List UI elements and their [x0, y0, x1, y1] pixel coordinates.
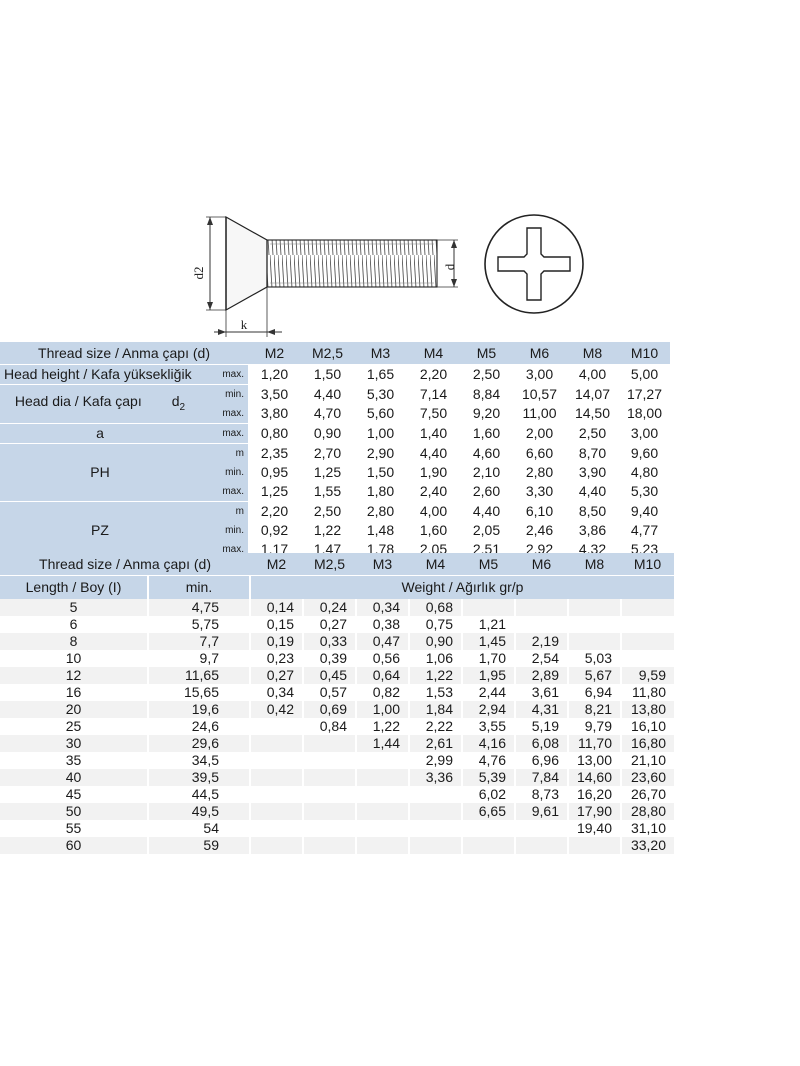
weight-cell: 26,70	[621, 786, 674, 803]
weight-cell	[621, 633, 674, 650]
qualifier: max.	[200, 540, 248, 559]
weight-cell	[621, 599, 674, 616]
weight-cell: 16,80	[621, 735, 674, 752]
weight-cell: 0,45	[303, 667, 356, 684]
value-cell: 1,80	[354, 482, 407, 502]
value-cell: 2,50	[566, 424, 619, 444]
size-header: M3	[354, 342, 407, 365]
head-dia-min-row	[0, 385, 670, 405]
min-length-cell: 54	[148, 820, 250, 837]
size-header: M3	[356, 553, 409, 576]
min-length-cell: 7,7	[148, 633, 250, 650]
value-cell: 1,22	[313, 522, 342, 538]
weight-cell: 11,70	[568, 735, 621, 752]
value-cell: 2,40	[407, 482, 460, 502]
a-label: a	[0, 424, 200, 444]
weight-cell: 8,21	[568, 701, 621, 718]
weight-cell: 1,95	[462, 667, 515, 684]
weight-cell: 0,42	[250, 701, 303, 718]
weight-cell	[303, 786, 356, 803]
qualifier: min.	[200, 385, 248, 405]
value-cell: 2,05	[419, 541, 448, 557]
weight-cell: 6,65	[462, 803, 515, 820]
value-cell: 1,90	[419, 464, 448, 480]
k-symbol: k	[184, 366, 192, 382]
size-header: M4	[409, 553, 462, 576]
weight-cell: 0,64	[356, 667, 409, 684]
value-cell: 1,50	[366, 464, 395, 480]
weight-cell: 4,16	[462, 735, 515, 752]
value-cell: 5,60	[354, 404, 407, 424]
value-cell: 7,14	[419, 386, 448, 402]
pz-m-row	[0, 502, 670, 522]
thread-size-label: Thread size / Anma çapı (d)	[0, 553, 250, 576]
length-cell: 35	[65, 752, 82, 768]
weight-cell: 0,57	[303, 684, 356, 701]
weight-cell: 2,94	[462, 701, 515, 718]
weight-cell: 0,39	[303, 650, 356, 667]
value-cell: 3,00	[513, 365, 566, 385]
value-cell: 3,50	[260, 386, 289, 402]
table-row	[0, 837, 674, 854]
weight-cell	[356, 820, 409, 837]
weight-cell: 5,67	[568, 667, 621, 684]
value-cell: 4,40	[419, 445, 448, 461]
table-row	[0, 701, 674, 718]
value-cell: 1,65	[354, 365, 407, 385]
d-label: d	[442, 263, 457, 271]
qualifier: min.	[200, 521, 248, 540]
value-cell: 14,07	[574, 386, 611, 402]
size-header: M2,5	[303, 553, 356, 576]
value-cell: 0,95	[260, 464, 289, 480]
value-cell: 2,10	[472, 464, 501, 480]
weight-cell	[409, 820, 462, 837]
value-cell: 1,20	[248, 365, 301, 385]
qualifier: max.	[200, 424, 248, 444]
qualifier: max.	[200, 365, 248, 385]
weight-cell	[515, 599, 568, 616]
weight-cell: 0,38	[356, 616, 409, 633]
size-header: M8	[568, 553, 621, 576]
weight-cell	[409, 803, 462, 820]
weight-cell: 0,34	[356, 599, 409, 616]
min-length-cell: 39,5	[148, 769, 250, 786]
weight-cell: 23,60	[621, 769, 674, 786]
weight-cell: 1,44	[356, 735, 409, 752]
value-cell: 4,00	[566, 365, 619, 385]
weight-cell: 3,36	[409, 769, 462, 786]
weight-cell	[621, 616, 674, 633]
weight-cell	[303, 803, 356, 820]
weight-cell: 1,22	[409, 667, 462, 684]
size-header: M2	[248, 342, 301, 365]
value-cell: 2,80	[525, 464, 554, 480]
value-cell: 2,46	[525, 522, 554, 538]
weight-cell	[250, 803, 303, 820]
weight-cell: 11,80	[621, 684, 674, 701]
value-cell: 18,00	[619, 404, 670, 424]
ph-label: PH	[0, 444, 200, 502]
weight-cell	[409, 786, 462, 803]
table-row	[0, 820, 674, 837]
weight-cell	[409, 837, 462, 854]
weight-cell	[303, 769, 356, 786]
min-length-cell: 19,6	[148, 701, 250, 718]
value-cell: 9,20	[460, 404, 513, 424]
length-cell: 6	[69, 616, 78, 632]
thread-size-label: Thread size / Anma çapı (d)	[0, 342, 248, 365]
weight-cell: 8,73	[515, 786, 568, 803]
pz-label: PZ	[0, 502, 200, 560]
table-row	[0, 599, 674, 616]
size-header: M6	[515, 553, 568, 576]
weight-label: Weight / Ağırlık gr/p	[250, 576, 674, 600]
length-cell: 5	[0, 599, 148, 616]
qualifier: max.	[200, 482, 248, 502]
weight-cell	[621, 650, 674, 667]
value-cell: 2,00	[513, 424, 566, 444]
value-cell: 9,60	[630, 445, 659, 461]
a-row	[0, 424, 670, 444]
weight-cell: 0,84	[303, 718, 356, 735]
weight-cell: 0,69	[303, 701, 356, 718]
weight-cell: 9,79	[568, 718, 621, 735]
weight-cell: 16,20	[568, 786, 621, 803]
length-cell: 16	[65, 684, 82, 700]
size-header: M8	[566, 342, 619, 365]
table-row	[0, 718, 674, 735]
weight-cell: 0,19	[250, 633, 303, 650]
weight-cell	[515, 820, 568, 837]
length-cell: 30	[0, 735, 148, 752]
weight-cell: 2,44	[462, 684, 515, 701]
weight-cell: 0,82	[356, 684, 409, 701]
weight-cell	[250, 820, 303, 837]
value-cell: 1,40	[407, 424, 460, 444]
weight-cell: 14,60	[568, 769, 621, 786]
weight-cell: 9,61	[515, 803, 568, 820]
weight-cell	[356, 803, 409, 820]
size-header: M10	[621, 553, 674, 576]
weight-cell	[568, 599, 621, 616]
weight-cell: 2,61	[409, 735, 462, 752]
min-length-cell: 5,75	[148, 616, 250, 633]
weight-cell: 3,55	[462, 718, 515, 735]
qualifier: max.	[200, 404, 248, 424]
ph-m-row	[0, 444, 670, 464]
weight-cell	[515, 837, 568, 854]
weight-cell: 2,19	[515, 633, 568, 650]
table-row	[0, 616, 674, 633]
value-cell: 4,70	[301, 404, 354, 424]
value-cell: 1,48	[366, 522, 395, 538]
value-cell: 4,40	[566, 482, 619, 502]
value-cell: 1,50	[301, 365, 354, 385]
length-cell: 55	[65, 820, 82, 836]
weight-cell: 9,59	[621, 667, 674, 684]
weight-cell: 2,22	[409, 718, 462, 735]
length-cell: 45	[65, 786, 82, 802]
weight-cell: 5,39	[462, 769, 515, 786]
value-cell: 8,50	[578, 503, 607, 519]
min-length-cell: 24,6	[148, 718, 250, 735]
weight-cell	[303, 735, 356, 752]
value-cell: 4,80	[630, 464, 659, 480]
value-cell: 7,50	[407, 404, 460, 424]
weight-cell: 0,15	[250, 616, 303, 633]
size-header: M2	[250, 553, 303, 576]
qualifier: m	[200, 444, 248, 464]
value-cell: 1,47	[313, 541, 342, 557]
length-cell: 20	[0, 701, 148, 718]
size-header: M10	[619, 342, 670, 365]
value-cell: 2,05	[472, 522, 501, 538]
table-row	[0, 667, 674, 684]
length-cell: 12	[0, 667, 148, 684]
weight-cell: 0,90	[409, 633, 462, 650]
weight-cell: 0,75	[409, 616, 462, 633]
value-cell: 2,35	[260, 445, 289, 461]
k-label: k	[240, 317, 248, 332]
weight-cell: 2,99	[409, 752, 462, 769]
weight-cell: 6,96	[515, 752, 568, 769]
length-cell: 50	[0, 803, 148, 820]
weight-cell	[356, 786, 409, 803]
weight-cell: 1,70	[462, 650, 515, 667]
weight-cell	[462, 599, 515, 616]
weight-cell: 19,40	[568, 820, 621, 837]
weight-cell: 1,00	[356, 701, 409, 718]
table-row	[0, 684, 674, 701]
value-cell: 0,80	[248, 424, 301, 444]
weight-cell	[250, 769, 303, 786]
weights-table	[0, 553, 674, 854]
value-cell: 4,60	[472, 445, 501, 461]
weight-cell	[356, 752, 409, 769]
size-header: M5	[462, 553, 515, 576]
screw-side-view-drawing	[190, 205, 490, 340]
value-cell: 1,00	[354, 424, 407, 444]
value-cell: 5,00	[619, 365, 670, 385]
value-cell: 3,80	[248, 404, 301, 424]
value-cell: 2,92	[525, 541, 554, 557]
d2-label: d2	[191, 266, 206, 280]
value-cell: 2,20	[260, 503, 289, 519]
value-cell: 6,10	[525, 503, 554, 519]
weight-cell: 0,68	[409, 599, 462, 616]
value-cell: 2,60	[460, 482, 513, 502]
weight-cell: 1,84	[409, 701, 462, 718]
length-cell: 8	[0, 633, 148, 650]
min-length-cell: 34,5	[148, 752, 250, 769]
weight-cell	[250, 752, 303, 769]
value-cell: 8,84	[472, 386, 501, 402]
weight-cell: 33,20	[621, 837, 674, 854]
value-cell: 1,25	[313, 464, 342, 480]
weight-cell: 16,10	[621, 718, 674, 735]
table-row	[0, 769, 674, 786]
phillips-head-top-view	[482, 212, 586, 316]
weight-cell: 0,14	[250, 599, 303, 616]
size-header: M5	[460, 342, 513, 365]
weight-cell	[303, 837, 356, 854]
weight-cell: 0,56	[356, 650, 409, 667]
table-row	[0, 752, 674, 769]
value-cell: 0,90	[301, 424, 354, 444]
value-cell: 3,86	[578, 522, 607, 538]
size-header: M6	[513, 342, 566, 365]
weight-cell	[515, 616, 568, 633]
weight-cell	[462, 820, 515, 837]
weight-cell: 1,22	[356, 718, 409, 735]
value-cell: 4,40	[472, 503, 501, 519]
value-cell: 14,50	[566, 404, 619, 424]
weights-body	[0, 599, 674, 854]
value-cell: 4,77	[630, 522, 659, 538]
min-length-cell: 29,6	[148, 735, 250, 752]
weight-cell: 2,54	[515, 650, 568, 667]
weight-cell: 2,89	[515, 667, 568, 684]
weight-cell: 4,31	[515, 701, 568, 718]
weights-header-row	[0, 553, 674, 576]
weight-cell	[250, 735, 303, 752]
weight-cell: 0,33	[303, 633, 356, 650]
weight-cell	[250, 837, 303, 854]
value-cell: 3,30	[513, 482, 566, 502]
value-cell: 5,30	[366, 386, 395, 402]
value-cell: 2,90	[366, 445, 395, 461]
dimensions-table	[0, 342, 670, 559]
weight-cell	[568, 616, 621, 633]
value-cell: 1,17	[260, 541, 289, 557]
weight-cell	[568, 633, 621, 650]
length-label: Length / Boy (I)	[0, 576, 148, 600]
value-cell: 1,55	[301, 482, 354, 502]
weight-cell: 0,27	[250, 667, 303, 684]
weight-cell: 1,06	[409, 650, 462, 667]
weight-cell: 6,94	[568, 684, 621, 701]
size-header: M2,5	[301, 342, 354, 365]
weight-cell	[462, 837, 515, 854]
qualifier: min.	[200, 463, 248, 482]
min-length-cell: 59	[148, 837, 250, 854]
value-cell: 17,27	[626, 386, 663, 402]
value-cell: 1,25	[248, 482, 301, 502]
length-cell: 10	[65, 650, 82, 666]
length-cell: 25	[65, 718, 82, 734]
value-cell: 2,80	[366, 503, 395, 519]
weight-cell: 5,19	[515, 718, 568, 735]
weight-cell: 21,10	[621, 752, 674, 769]
weight-cell	[250, 718, 303, 735]
table-row	[0, 633, 674, 650]
table-row	[0, 786, 674, 803]
value-cell: 9,40	[630, 503, 659, 519]
weight-cell: 0,47	[356, 633, 409, 650]
qualifier: m	[200, 502, 248, 522]
weight-cell: 0,24	[303, 599, 356, 616]
head-height-label: Head height / Kafa yüksekliğik	[0, 365, 200, 385]
value-cell: 4,32	[578, 541, 607, 557]
value-cell: 2,51	[472, 541, 501, 557]
min-label: min.	[185, 579, 213, 595]
value-cell: 8,70	[578, 445, 607, 461]
weight-cell: 6,08	[515, 735, 568, 752]
value-cell: 2,70	[313, 445, 342, 461]
weight-cell: 7,84	[515, 769, 568, 786]
weight-cell: 1,53	[409, 684, 462, 701]
value-cell: 4,40	[313, 386, 342, 402]
value-cell: 10,57	[521, 386, 558, 402]
weight-cell	[303, 820, 356, 837]
value-cell: 5,30	[619, 482, 670, 502]
value-cell: 11,00	[513, 404, 566, 424]
weight-cell: 13,80	[621, 701, 674, 718]
weight-cell: 1,45	[462, 633, 515, 650]
weights-subheader-row	[0, 576, 674, 600]
value-cell: 1,60	[419, 522, 448, 538]
value-cell: 1,78	[366, 541, 395, 557]
weight-cell: 0,27	[303, 616, 356, 633]
min-length-cell: 44,5	[148, 786, 250, 803]
min-length-cell: 49,5	[148, 803, 250, 820]
spec-header-row	[0, 342, 670, 365]
weight-cell: 13,00	[568, 752, 621, 769]
min-length-cell: 11,65	[148, 667, 250, 684]
weight-cell	[356, 769, 409, 786]
table-row	[0, 735, 674, 752]
value-cell: 3,90	[578, 464, 607, 480]
weight-cell: 17,90	[568, 803, 621, 820]
min-length-cell: 15,65	[148, 684, 250, 701]
weight-cell: 3,61	[515, 684, 568, 701]
value-cell: 2,20	[407, 365, 460, 385]
min-length-cell: 9,7	[148, 650, 250, 667]
value-cell: 2,50	[460, 365, 513, 385]
weight-cell: 1,21	[462, 616, 515, 633]
value-cell: 2,50	[313, 503, 342, 519]
size-header: M4	[407, 342, 460, 365]
value-cell: 1,60	[460, 424, 513, 444]
value-cell: 3,00	[619, 424, 670, 444]
length-cell: 60	[0, 837, 148, 854]
head-height-row	[0, 365, 670, 385]
weight-cell: 0,34	[250, 684, 303, 701]
table-row	[0, 803, 674, 820]
weight-cell	[568, 837, 621, 854]
weight-cell: 6,02	[462, 786, 515, 803]
weight-cell: 4,76	[462, 752, 515, 769]
min-length-cell: 4,75	[148, 599, 250, 616]
weight-cell	[356, 837, 409, 854]
weight-cell: 5,03	[568, 650, 621, 667]
weight-cell: 28,80	[621, 803, 674, 820]
value-cell: 0,92	[260, 522, 289, 538]
weight-cell: 31,10	[621, 820, 674, 837]
length-cell: 40	[0, 769, 148, 786]
weight-cell	[250, 786, 303, 803]
head-dia-label: Head dia / Kafa çapı $d_2$	[0, 385, 200, 424]
value-cell: 5,23	[630, 541, 659, 557]
value-cell: 6,60	[525, 445, 554, 461]
value-cell: 4,00	[419, 503, 448, 519]
weight-cell	[303, 752, 356, 769]
table-row	[0, 650, 674, 667]
weight-cell: 0,23	[250, 650, 303, 667]
